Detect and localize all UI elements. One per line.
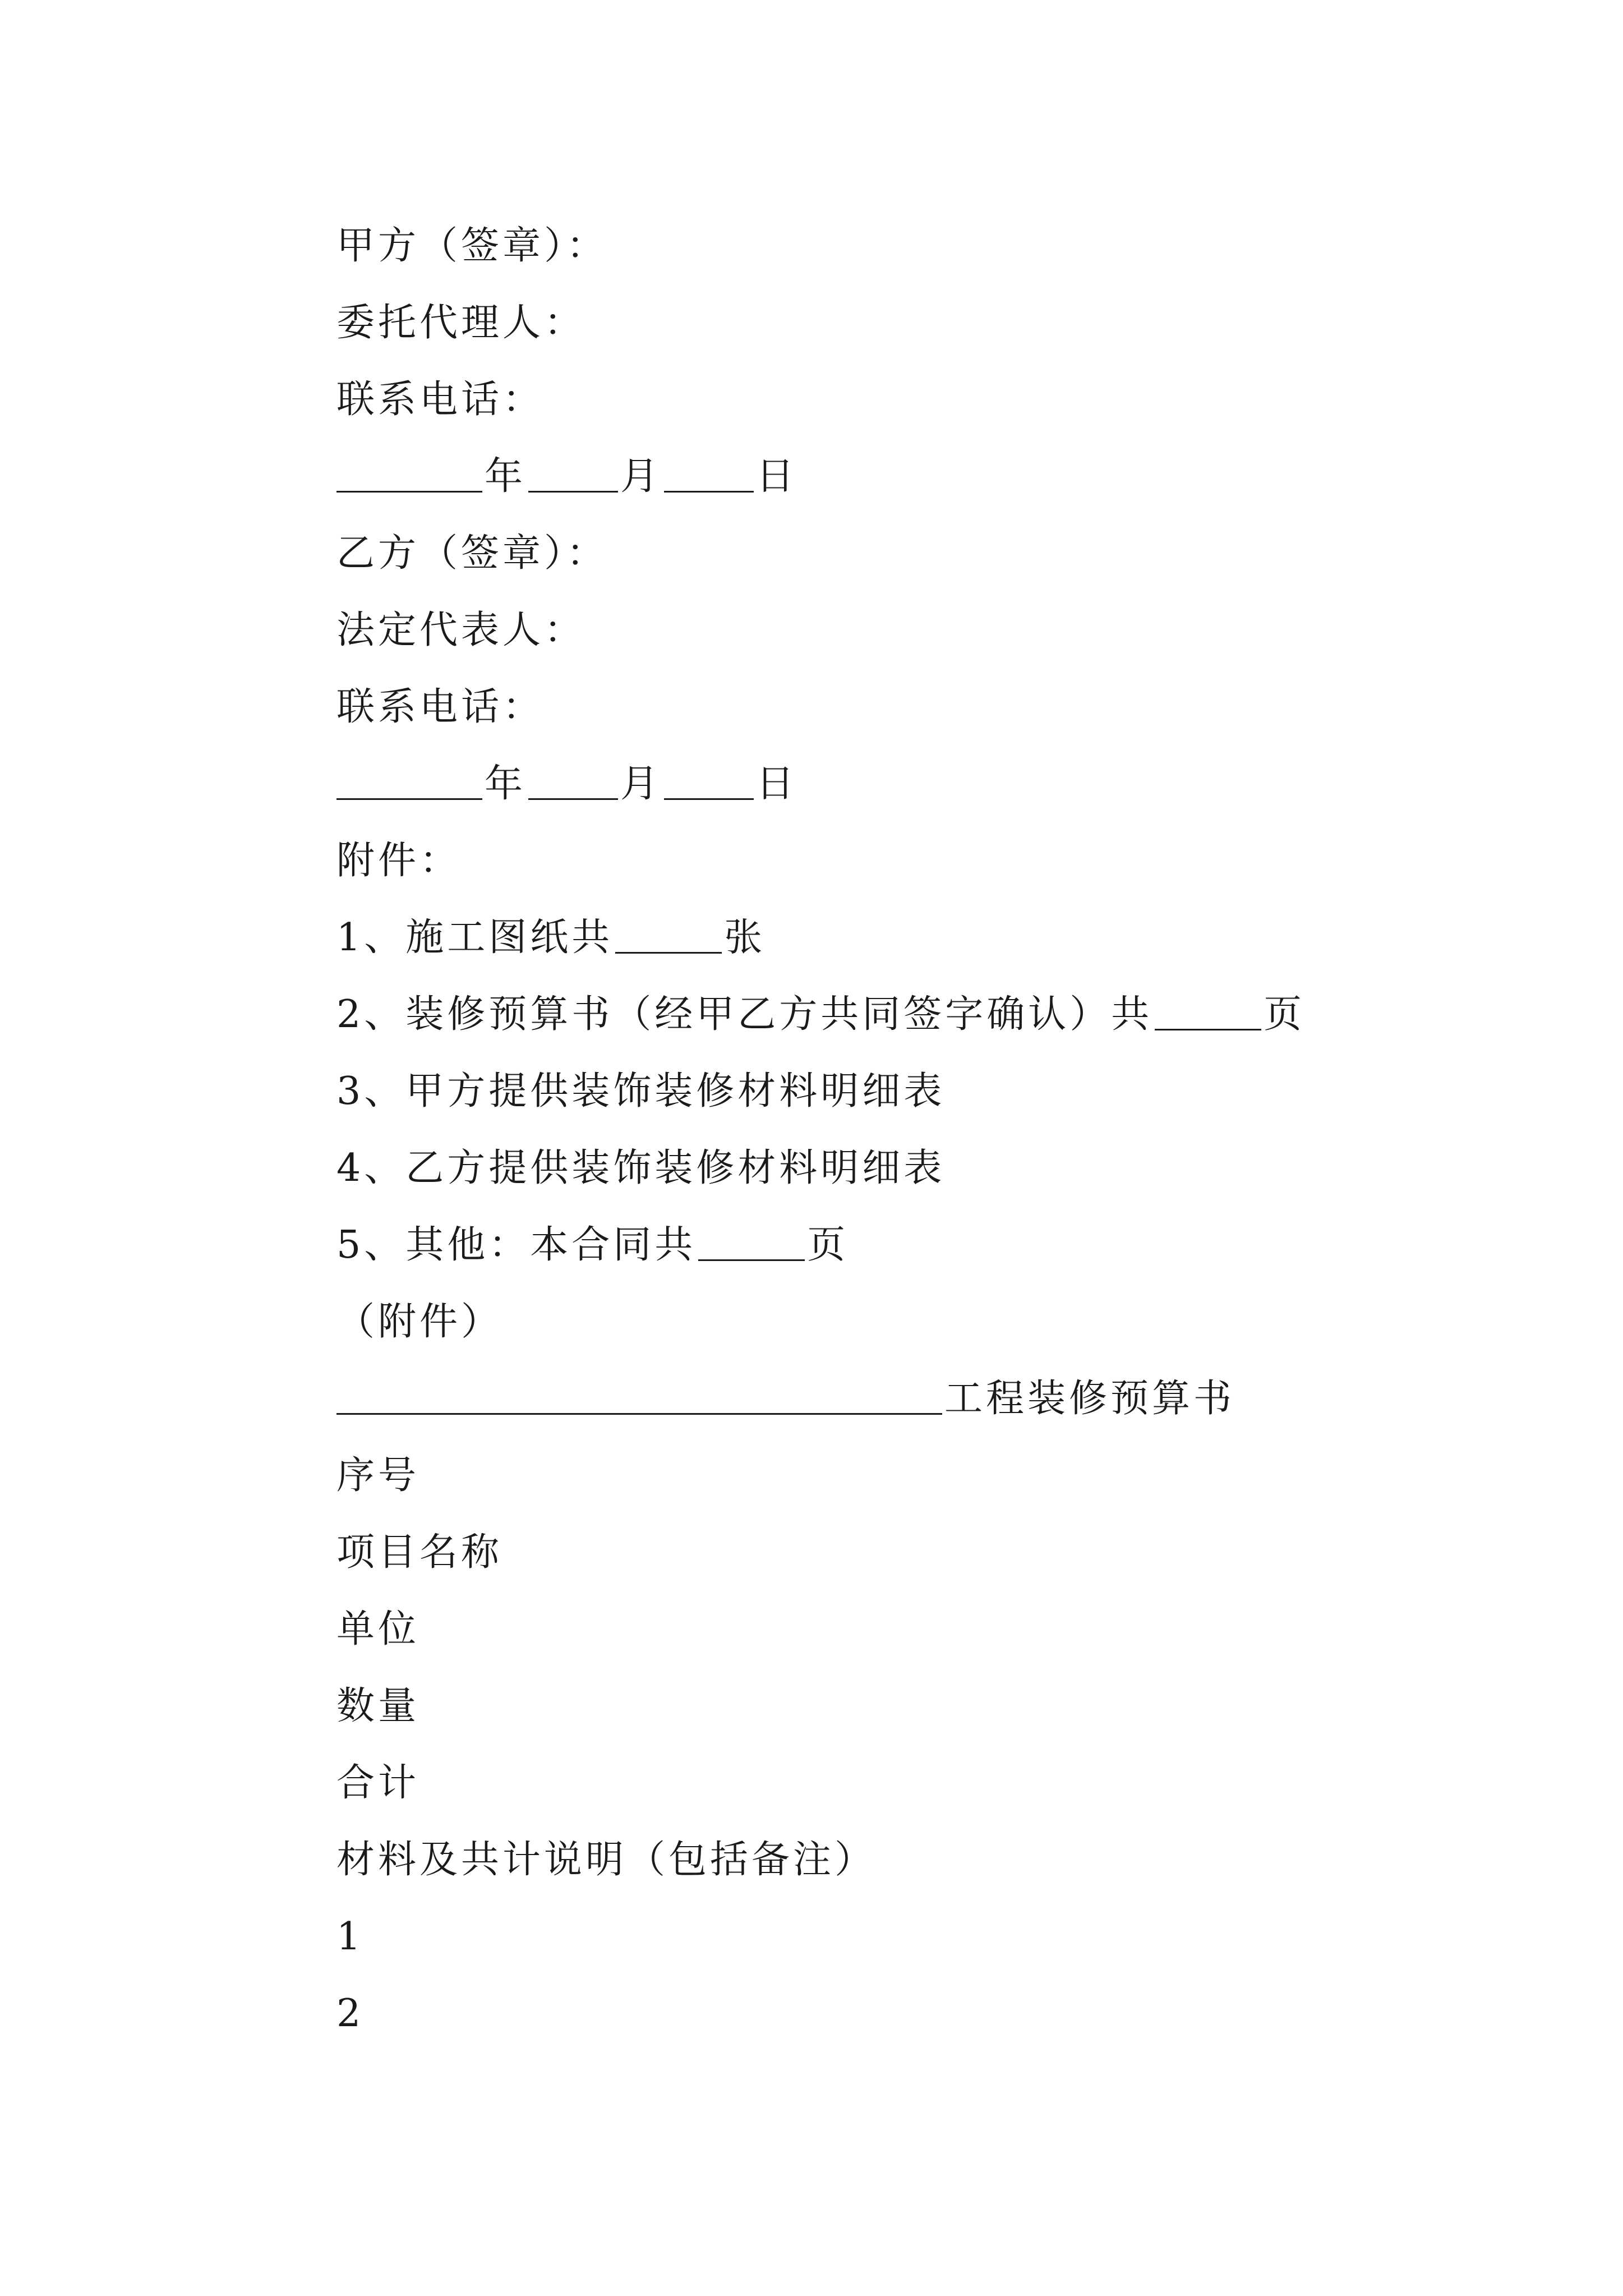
column-serial: 序号 xyxy=(336,1453,420,1498)
column-notes: 材料及共计说明（包括备注） xyxy=(336,1838,877,1882)
month-blank[interactable] xyxy=(528,753,618,800)
year-blank[interactable] xyxy=(336,753,482,800)
attachment-item-5 xyxy=(336,1207,1402,1283)
year-label: 年 xyxy=(485,762,527,806)
attachment-item-3: 3、甲方提供装饰装修材料明细表 xyxy=(336,1069,946,1114)
column-total: 合计 xyxy=(336,1761,420,1805)
day-blank[interactable] xyxy=(664,446,754,493)
year-blank[interactable] xyxy=(336,446,482,493)
item-5-suffix: 页 xyxy=(807,1223,849,1267)
item-5-prefix: 5、其他：本合同共 xyxy=(336,1223,697,1267)
party-b-phone: 联系电话： xyxy=(336,685,545,729)
item-1-prefix: 1、施工图纸共 xyxy=(336,915,614,960)
month-blank[interactable] xyxy=(528,446,618,493)
party-a-phone: 联系电话： xyxy=(336,378,545,422)
month-label: 月 xyxy=(620,454,662,499)
day-label: 日 xyxy=(756,454,798,499)
item-1-suffix: 张 xyxy=(724,915,766,960)
party-a-agent: 委托代理人： xyxy=(336,301,586,345)
contract-pages-blank[interactable] xyxy=(698,1214,805,1261)
attachment-item-4: 4、乙方提供装饰装修材料明细表 xyxy=(336,1146,946,1190)
attachment-item-2 xyxy=(336,976,1402,1053)
party-b-seal: 乙方（签章）： xyxy=(336,531,608,576)
row-number-2: 2 xyxy=(336,1991,365,2036)
attachments-heading: 附件： xyxy=(336,839,462,883)
column-quantity: 数量 xyxy=(336,1684,420,1728)
day-label: 日 xyxy=(756,762,798,806)
drawing-count-blank[interactable] xyxy=(615,907,722,954)
attachment-item-1 xyxy=(336,899,1402,976)
column-unit: 单位 xyxy=(336,1607,420,1651)
project-name-blank[interactable] xyxy=(336,1368,942,1415)
party-b-rep: 法定代表人： xyxy=(336,608,586,652)
row-number-1: 1 xyxy=(336,1915,365,1959)
party-a-date xyxy=(336,438,1402,515)
month-label: 月 xyxy=(620,762,662,806)
item-2-prefix: 2、装修预算书（经甲乙方共同签字确认）共 xyxy=(336,992,1153,1037)
item-2-suffix: 页 xyxy=(1264,992,1306,1037)
column-item-name: 项目名称 xyxy=(336,1530,503,1575)
day-blank[interactable] xyxy=(664,753,754,800)
year-label: 年 xyxy=(485,454,527,499)
appendix-label: （附件） xyxy=(336,1300,503,1344)
party-a-seal: 甲方（签章）： xyxy=(336,224,608,268)
document-content xyxy=(336,208,1402,2052)
budget-title xyxy=(336,1360,1402,1437)
budget-pages-blank[interactable] xyxy=(1155,984,1261,1030)
party-b-date xyxy=(336,746,1402,822)
budget-title-text: 工程装修预算书 xyxy=(944,1377,1235,1421)
